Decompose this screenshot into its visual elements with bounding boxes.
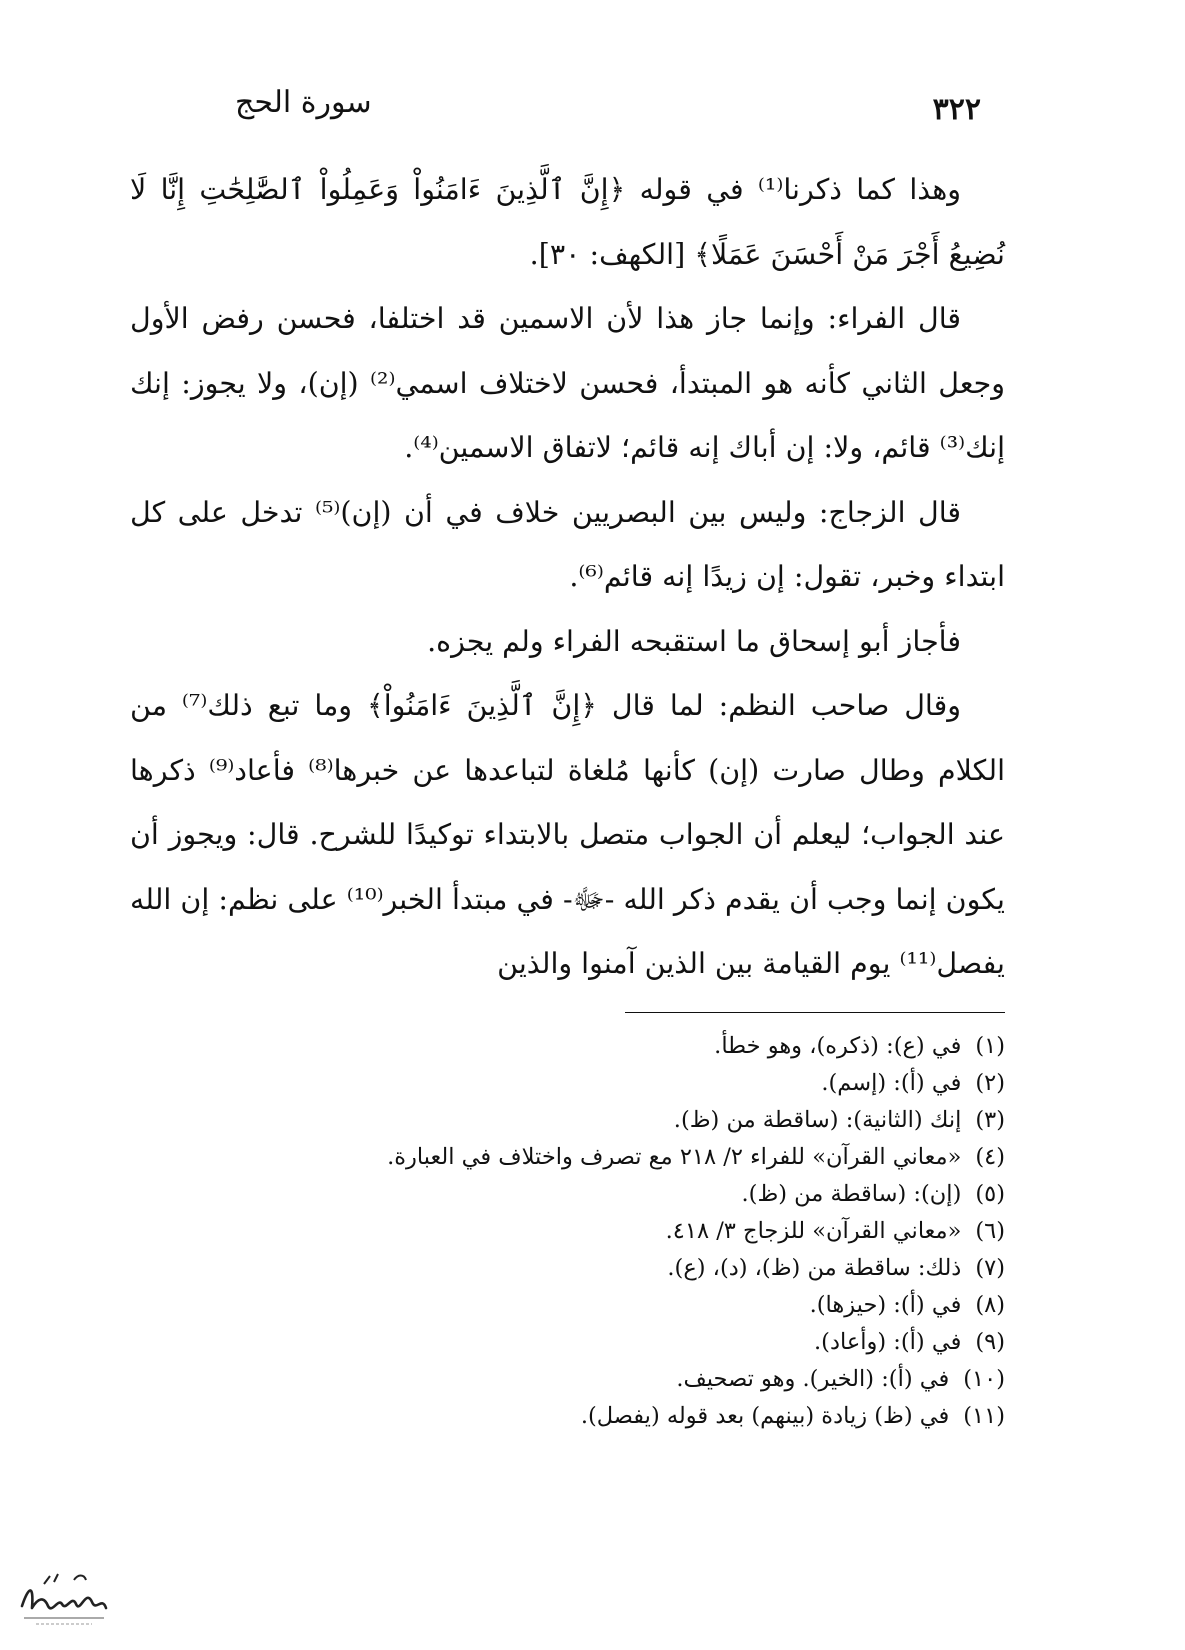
footnote-number: (٧) — [975, 1255, 1005, 1281]
footnote-text: في (ظ) زيادة (بينهم) بعد قوله (يفصل). — [580, 1403, 950, 1429]
footnote-number: (١) — [975, 1033, 1005, 1059]
footnote-number: (٦) — [975, 1218, 1005, 1244]
footnote-text: في (أ): (إسم). — [821, 1070, 962, 1096]
footnote-number: (٣) — [975, 1107, 1005, 1133]
footnote-text: «معاني القرآن» للفراء ٢/ ٢١٨ مع تصرف واختلاف في العبارة. — [387, 1144, 962, 1170]
footnote-text: في (أ): (الخير). وهو تصحيف. — [676, 1366, 950, 1392]
paragraph: قال الزجاج: وليس بين البصريين خلاف في أن (إن)⁽⁵⁾ تدخل على كل ابتداء وخبر، تقول: إن زيدًا إنه قائم⁽⁶⁾. — [130, 495, 1005, 593]
footnote-number: (٥) — [975, 1181, 1005, 1207]
footnote-number: (٨) — [975, 1292, 1005, 1318]
footnote-text: إنك (الثانية): (ساقطة من (ظ). — [673, 1107, 962, 1133]
footnote-text: «معاني القرآن» للزجاج ٣/ ٤١٨. — [665, 1218, 962, 1244]
footnote-item — [125, 1398, 1005, 1435]
paragraph: قال الفراء: وإنما جاز هذا لأن الاسمين قد اختلفا، فحسن رفض الأول وجعل الثاني كأنه هو المبتدأ، فحسن لاختلاف اسمي⁽²⁾ (إن)، ولا يجوز: إنك إنك⁽³⁾ قائم، ولا: إن أباك إنه قائم؛ لاتفاق الاسمين⁽⁴⁾. — [130, 302, 1005, 464]
paragraph: فأجاز أبو إسحاق ما استقبحه الفراء ولم يجزه. — [427, 624, 961, 658]
footnote-text: في (أ): (وأعاد). — [814, 1329, 962, 1355]
footnote-text: في (أ): (حيزها). — [809, 1292, 962, 1318]
footnote-item — [125, 1102, 1005, 1139]
footnote-text: (إن): (ساقطة من (ظ). — [741, 1181, 962, 1207]
footnote-number: (١٠) — [963, 1366, 1005, 1392]
footnote-item — [125, 1028, 1005, 1065]
footnote-item — [125, 1065, 1005, 1102]
footnotes — [125, 1028, 1005, 1435]
footnote-item — [125, 1250, 1005, 1287]
footnote-text: في (ع): (ذكره)، وهو خطأ. — [714, 1033, 962, 1059]
footnote-divider — [625, 1012, 1005, 1013]
footnote-text: ذلك: ساقطة من (ظ)، (د)، (ع). — [667, 1255, 962, 1281]
footnote-number: (١١) — [963, 1403, 1005, 1429]
footnote-item — [125, 1324, 1005, 1361]
footnote-item — [125, 1176, 1005, 1213]
footnote-number: (٢) — [975, 1070, 1005, 1096]
footnote-number: (٩) — [975, 1329, 1005, 1355]
footnote-item — [125, 1213, 1005, 1250]
page-number: ٣٢٢ — [932, 92, 981, 127]
footnote-item — [125, 1139, 1005, 1176]
calligraphy-logo-icon — [14, 1568, 112, 1632]
footnote-number: (٤) — [975, 1144, 1005, 1170]
paragraph: وقال صاحب النظم: لما قال ﴿إِنَّ ٱلَّذِينَ ءَامَنُواْ﴾ وما تبع ذلك⁽⁷⁾ من الكلام وطال صارت (إن) كأنها مُلغاة لتباعدها عن خبرها⁽⁸⁾ فأعاد⁽⁹⁾ ذكرها عند الجواب؛ ليعلم أن الجواب متصل بالابتداء توكيدًا للشرح. قال: ويجوز أن يكون إنما وجب أن يقدم ذكر الله -ﷻ- في مبتدأ الخبر⁽¹⁰⁾ على نظم: إن الله يفصل⁽¹¹⁾ يوم القيامة بين الذين آمنوا والذين — [130, 689, 1005, 980]
surah-title: سورة الحج — [235, 85, 372, 120]
footnote-item — [125, 1287, 1005, 1324]
paragraph: وهذا كما ذكرنا⁽¹⁾ في قوله ﴿إِنَّ ٱلَّذِينَ ءَامَنُواْ وَعَمِلُواْ ٱلصَّٰلِحَٰتِ إِنَّا لَا نُضِيعُ أَجْرَ مَنْ أَحْسَنَ عَمَلًا﴾ [الكهف: ٣٠]. — [130, 173, 1005, 271]
footnote-item — [125, 1361, 1005, 1398]
main-text — [130, 158, 1005, 997]
